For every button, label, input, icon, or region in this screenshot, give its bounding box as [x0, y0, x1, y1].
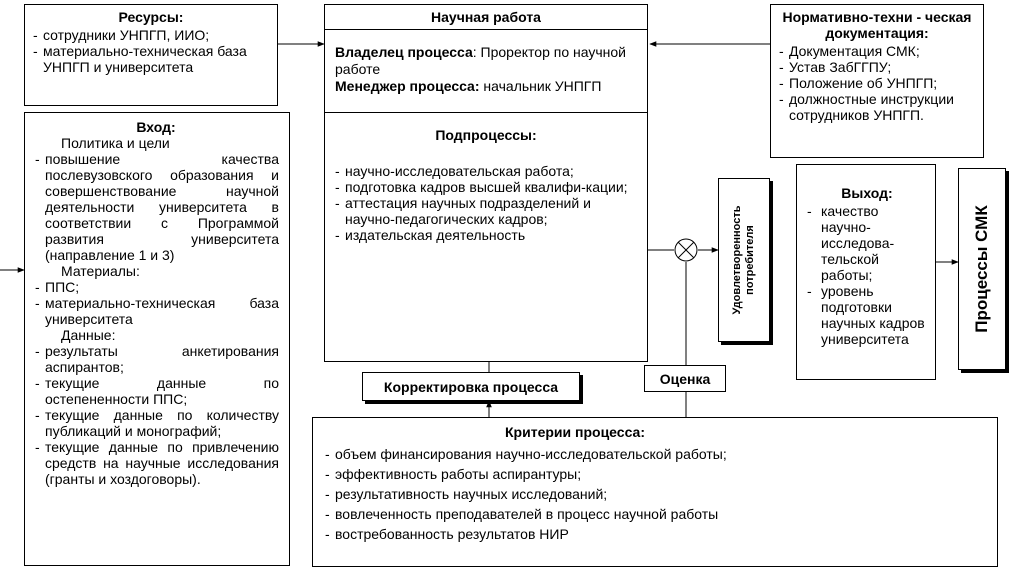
- criteria-item: - результативность научных исследований;: [323, 484, 987, 504]
- criteria-item: - вовлеченность преподавателей в процесс научной работы: [323, 504, 987, 524]
- qms-label: Процессы СМК: [972, 205, 991, 333]
- subprocesses-title: Подпроцессы:: [435, 127, 537, 143]
- resources-item: - материально-техническая база УНПГП и университета: [31, 43, 271, 75]
- materials-item: - ППС;: [33, 279, 279, 295]
- data-item: - результаты анкетирования аспирантов;: [33, 343, 279, 375]
- criteria-item: - востребованность результатов НИР: [323, 524, 987, 544]
- resources-box: [24, 4, 278, 106]
- criteria-title: Критерии процесса:: [505, 424, 645, 440]
- evaluation-box: [644, 365, 726, 392]
- correction-box: [362, 372, 580, 401]
- subprocess-item: - издательская деятельность: [333, 227, 635, 243]
- qms-box: [958, 168, 1006, 370]
- materials-item: - материально-техническая база университета: [33, 295, 279, 327]
- normative-item: - Документация СМК;: [777, 43, 977, 59]
- data-item: - текущие данные по привлечению средств на научные исследования (гранты и хоздоговоры).: [33, 439, 279, 487]
- subprocesses-list: [333, 163, 635, 243]
- data-item: - текущие данные по остепененности ППС;: [33, 375, 279, 407]
- correction-label: Корректировка процесса: [383, 378, 559, 395]
- criteria-box: [312, 417, 998, 567]
- resources-title: Ресурсы:: [118, 9, 184, 25]
- subprocess-item: - аттестация научных подразделений и научно-педагогических кадров;: [333, 195, 635, 227]
- subprocess-item: - подготовка кадров высшей квалифи-кации;: [333, 179, 635, 195]
- data-item: - текущие данные по количеству публикаций и монографий;: [33, 407, 279, 439]
- policy-heading: Политика и цели: [61, 135, 170, 151]
- manager-value: начальник УНПГП: [479, 78, 602, 94]
- normative-title: Нормативно-техни - ческая документация:: [782, 9, 972, 41]
- input-box: [24, 112, 290, 566]
- normative-item: - Устав ЗабГГПУ;: [777, 59, 977, 75]
- process-title: Научная работа: [325, 5, 647, 30]
- output-box: [796, 164, 936, 380]
- satisfaction-label: Удовлетворенность потребителя: [731, 205, 756, 315]
- criteria-item: - эффективность работы аспирантуры;: [323, 464, 987, 484]
- data-heading: Данные:: [61, 327, 116, 343]
- output-title: Выход:: [841, 185, 893, 201]
- policy-item: - повышение качества послевузовского образования и совершенствование научной деятельности университета в соответствии с Программой развития университета (направление 1 и 3): [33, 151, 279, 263]
- output-item: - качество научно-исследова-тельской работы;: [805, 203, 929, 283]
- manager-label: Менеджер процесса:: [335, 78, 480, 94]
- junction-x-icon: [675, 239, 697, 261]
- normative-item: - должностные инструкции сотрудников УНПГП.: [777, 91, 977, 123]
- evaluation-label: Оценка: [659, 370, 711, 387]
- process-box: [324, 4, 648, 362]
- owner-value: : Проректор по научной работе: [335, 44, 626, 77]
- process-roles: [325, 30, 647, 113]
- materials-heading: Материалы:: [61, 263, 140, 279]
- subprocess-item: - научно-исследовательская работа;: [333, 163, 635, 179]
- resources-item: - сотрудники УНПГП, ИИО;: [31, 27, 271, 43]
- normative-box: [770, 4, 984, 158]
- normative-item: - Положение об УНПГП;: [777, 75, 977, 91]
- input-title: Вход:: [136, 119, 176, 135]
- owner-label: Владелец процесса: [335, 44, 473, 60]
- output-item: - уровень подготовки научных кадров университета: [805, 283, 929, 347]
- criteria-item: - объем финансирования научно-исследовательской работы;: [323, 444, 987, 464]
- satisfaction-box: [718, 178, 770, 342]
